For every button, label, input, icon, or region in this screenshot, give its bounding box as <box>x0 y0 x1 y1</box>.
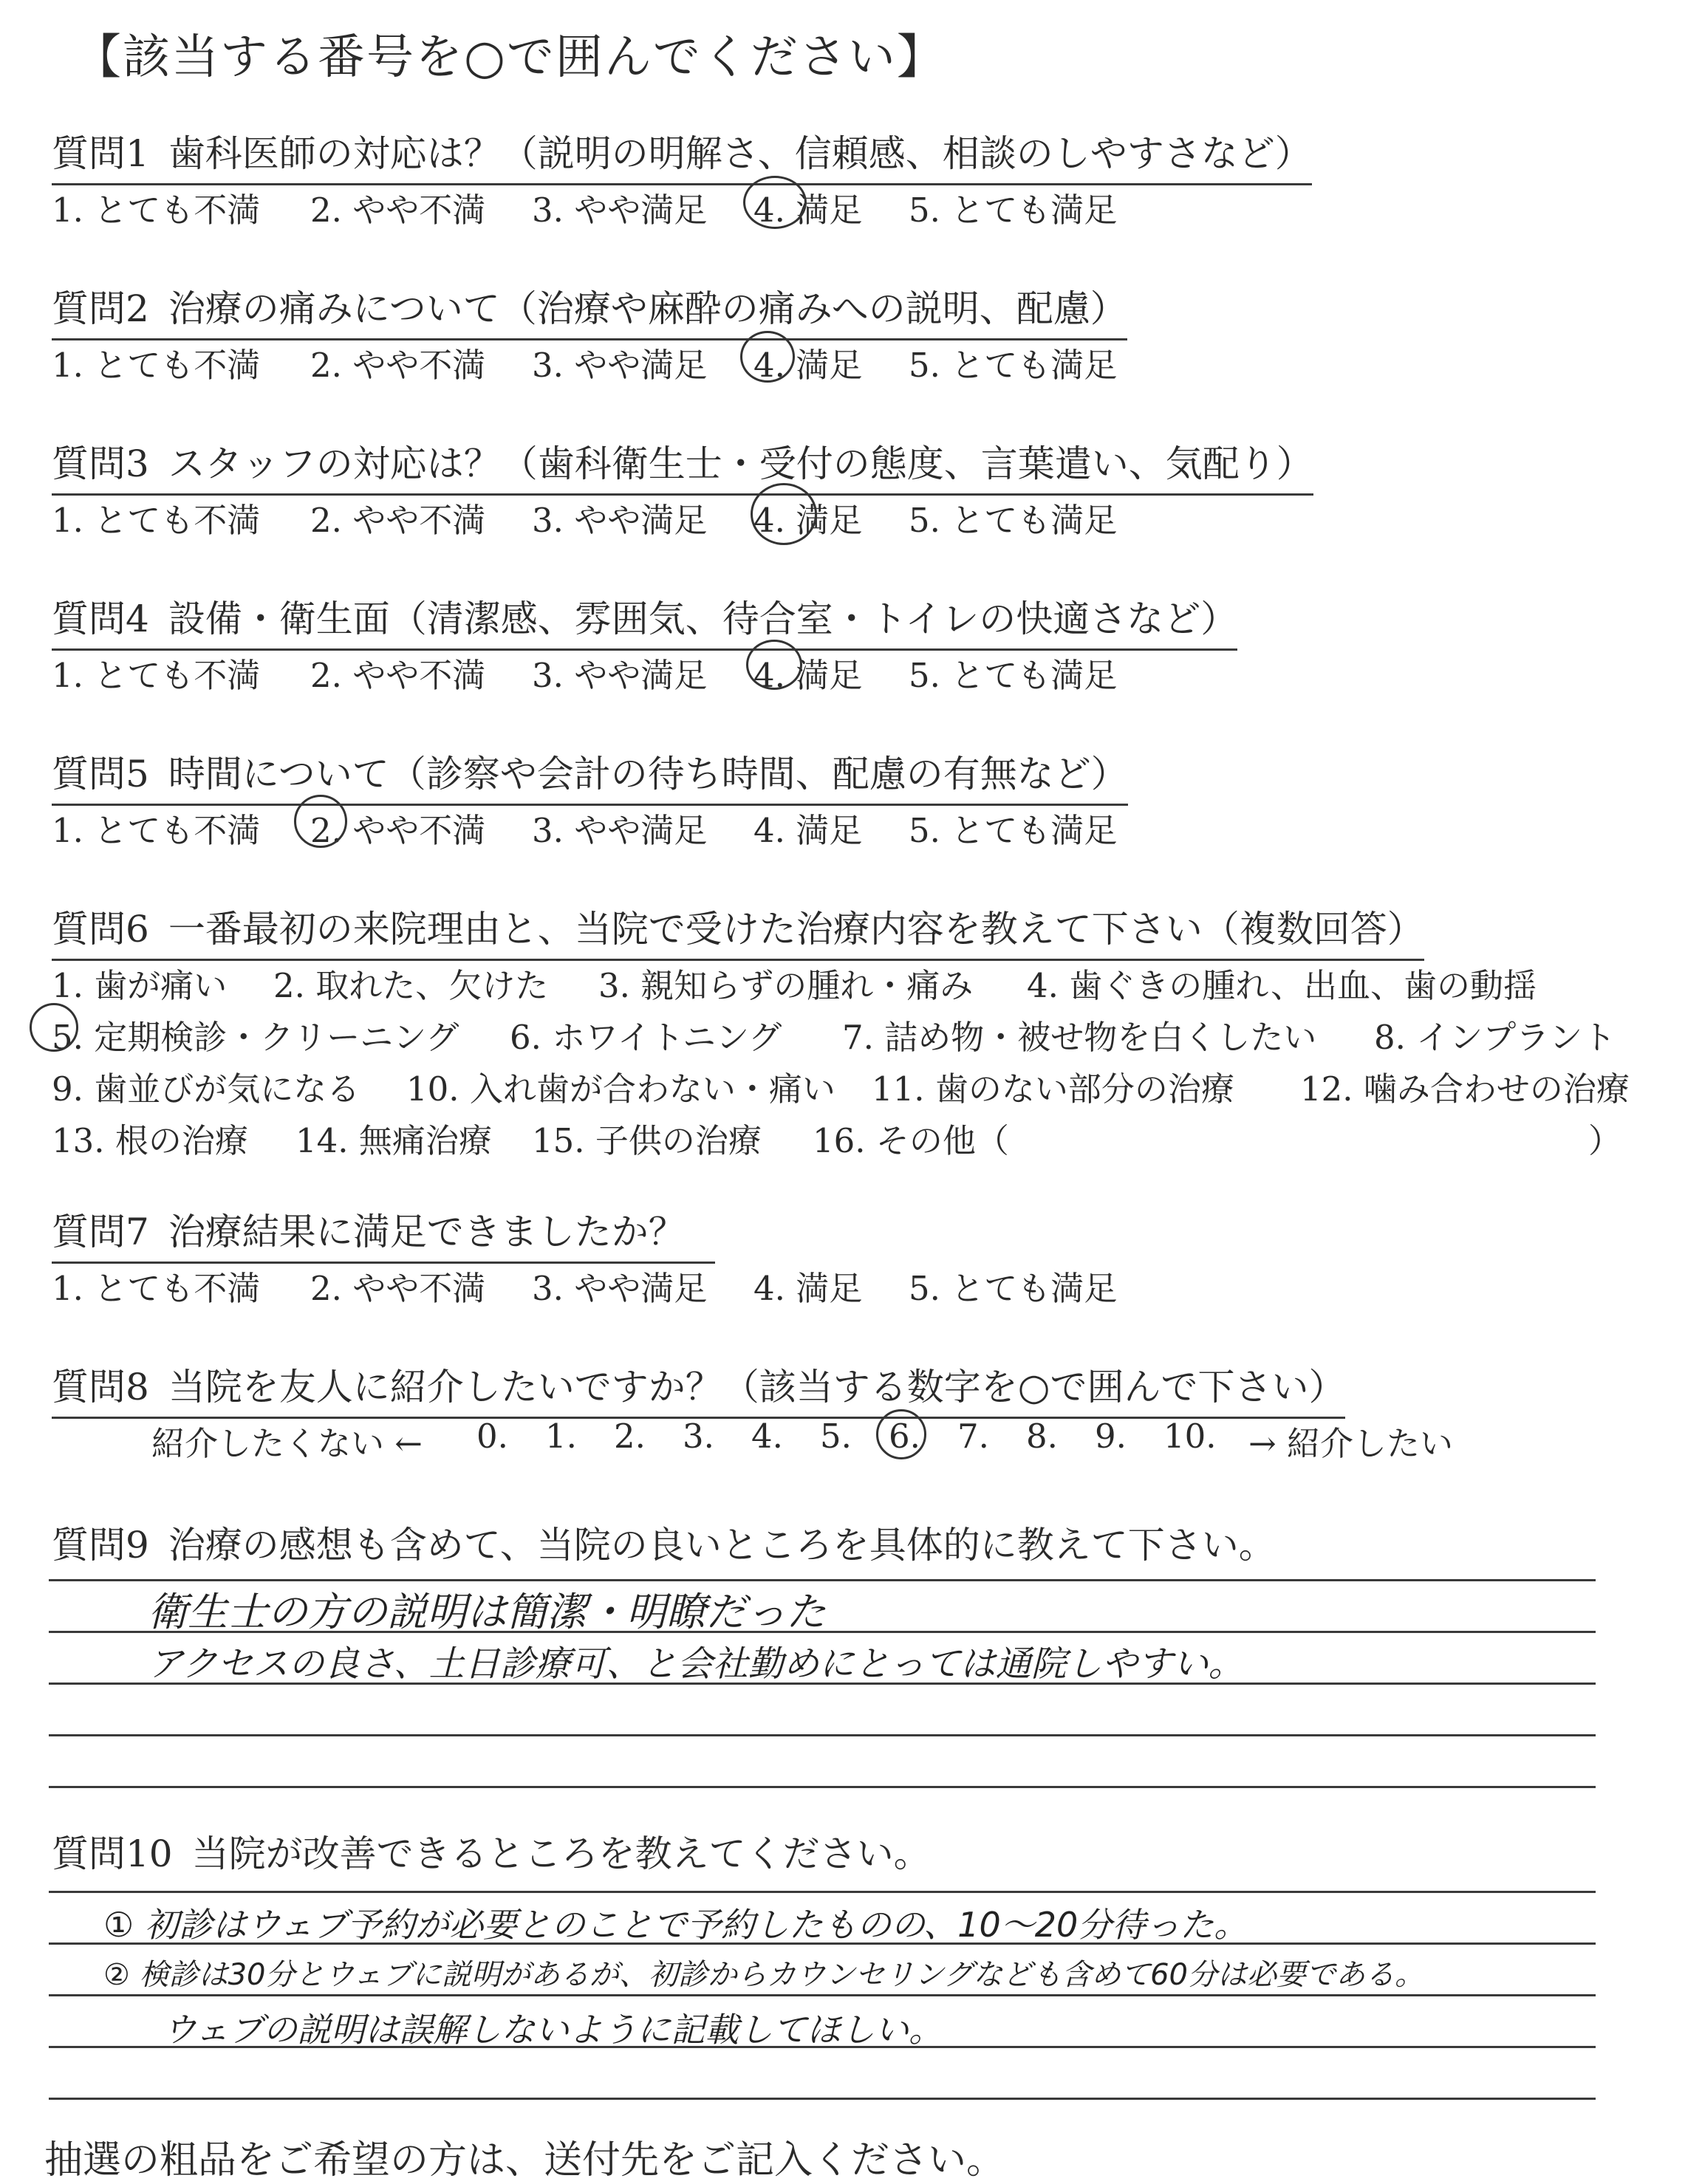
option-11[interactable]: 11. 歯のない部分の治療 <box>872 1069 1234 1109</box>
answer-circle-mark <box>743 176 807 229</box>
question-label: 質問7 <box>52 1211 149 1253</box>
question-text: 当院が改善できるところを教えてください。 <box>191 1832 931 1875</box>
scale-1[interactable]: 1. <box>545 1417 577 1456</box>
question-1 <box>52 124 1312 185</box>
handwritten-answer[interactable]: ウェブの説明は誤解しないように記載してほしい。 <box>163 2010 943 2050</box>
option-5[interactable]: 5. とても満足 <box>909 346 1118 385</box>
answer-line <box>49 1994 1596 1996</box>
question-text: 治療の痛みについて（治療や麻酔の痛みへの説明、配慮） <box>168 287 1127 330</box>
handwritten-answer[interactable]: 衛生士の方の説明は簡潔・明瞭だった <box>148 1589 826 1635</box>
question-text: 時間について（診察や会計の待ち時間、配慮の有無など） <box>168 753 1128 795</box>
answer-line <box>49 1734 1596 1736</box>
option-4[interactable]: 4. 満足 <box>753 656 863 695</box>
option-3[interactable]: 3. やや満足 <box>532 656 708 695</box>
answer-circle-mark <box>30 1003 78 1052</box>
answer-circle-mark <box>746 640 802 690</box>
option-4[interactable]: 4. 満足 <box>753 1269 863 1308</box>
question-text: 設備・衛生面（清潔感、雰囲気、待合室・トイレの快適さなど） <box>168 598 1238 640</box>
recommend-scale-right-label: → 紹介したい <box>1248 1424 1454 1463</box>
question-text: 治療の感想も含めて、当院の良いところを具体的に教えて下さい。 <box>168 1524 1276 1567</box>
option-5[interactable]: 5. とても満足 <box>909 811 1118 850</box>
option-2[interactable]: 2. やや不満 <box>310 346 486 385</box>
question-label: 質問9 <box>52 1524 149 1567</box>
question-text: 一番最初の来院理由と、当院で受けた治療内容を教えて下さい（複数回答） <box>168 908 1424 951</box>
answer-circle-mark <box>294 795 347 848</box>
option-1[interactable]: 1. とても不満 <box>52 811 261 850</box>
scale-4[interactable]: 4. <box>751 1417 783 1456</box>
option-4[interactable]: 4. 歯ぐきの腫れ、出血、歯の動揺 <box>1027 966 1537 1005</box>
option-4[interactable]: 4. 満足 <box>753 346 863 385</box>
option-3[interactable]: 3. やや満足 <box>532 811 708 850</box>
option-13[interactable]: 13. 根の治療 <box>52 1121 248 1160</box>
option-12[interactable]: 12. 噛み合わせの治療 <box>1300 1069 1630 1109</box>
option-4[interactable]: 4. 満足 <box>753 501 863 540</box>
handwritten-answer[interactable]: アクセスの良さ、土日診療可、と会社勤めにとっては通院しやすい。 <box>148 1643 1244 1685</box>
footer-note: 抽選の粗品をご希望の方は、送付先をご記入ください。 <box>44 2138 1005 2183</box>
option-4[interactable]: 4. 満足 <box>753 811 863 850</box>
option-5[interactable]: 5. 定期検診・クリーニング <box>52 1018 459 1057</box>
option-3[interactable]: 3. やや満足 <box>532 1269 708 1308</box>
scale-6[interactable]: 6. <box>889 1417 920 1456</box>
option-2[interactable]: 2. やや不満 <box>310 1269 486 1308</box>
option-3[interactable]: 3. やや満足 <box>532 346 708 385</box>
question-text: 当院を友人に紹介したいですか？（該当する数字を○で囲んで下さい） <box>168 1366 1346 1408</box>
option-3[interactable]: 3. やや満足 <box>532 501 708 540</box>
recommend-scale-left-label: 紹介したくない ← <box>151 1424 423 1463</box>
option-2[interactable]: 2. やや不満 <box>310 811 486 850</box>
answer-circle-mark <box>751 483 817 545</box>
answer-line <box>49 1891 1596 1893</box>
question-label: 質問3 <box>52 442 149 485</box>
question-9 <box>52 1516 1276 1569</box>
question-text: スタッフの対応は？（歯科衛生士・受付の態度、言葉遣い、気配り） <box>168 442 1313 485</box>
option-5[interactable]: 5. とても満足 <box>909 656 1118 695</box>
option-5[interactable]: 5. とても満足 <box>909 1269 1118 1308</box>
handwritten-answer[interactable]: ① 初診はウェブ予約が必要とのことで予約したものの、10〜20分待った。 <box>103 1905 1248 1945</box>
option-14[interactable]: 14. 無痛治療 <box>295 1121 492 1160</box>
option-1[interactable]: 1. とても不満 <box>52 656 261 695</box>
question-4 <box>52 589 1237 651</box>
question-label: 質問8 <box>52 1366 149 1408</box>
option-9[interactable]: 9. 歯並びが気になる <box>52 1069 360 1109</box>
scale-5[interactable]: 5. <box>820 1417 852 1456</box>
option-2[interactable]: 2. やや不満 <box>310 191 486 230</box>
question-label: 質問10 <box>52 1832 173 1875</box>
option-2[interactable]: 2. 取れた、欠けた <box>273 966 549 1005</box>
scale-8[interactable]: 8. <box>1026 1417 1058 1456</box>
question-3 <box>52 434 1313 496</box>
scale-0[interactable]: 0. <box>476 1417 508 1456</box>
answer-circle-mark <box>876 1409 926 1459</box>
option-10[interactable]: 10. 入れ歯が合わない・痛い <box>406 1069 835 1109</box>
option-7[interactable]: 7. 詰め物・被せ物を白くしたい <box>842 1018 1317 1057</box>
question-7 <box>52 1202 715 1264</box>
option-2[interactable]: 2. やや不満 <box>310 501 486 540</box>
option-1[interactable]: 1. とても不満 <box>52 501 261 540</box>
option-1[interactable]: 1. 歯が痛い <box>52 966 228 1005</box>
question-text: 歯科医師の対応は？（説明の明解さ、信頼感、相談のしやすさなど） <box>168 132 1312 175</box>
question-label: 質問5 <box>52 753 149 795</box>
other-paren-close: ） <box>1588 1121 1622 1160</box>
option-1[interactable]: 1. とても不満 <box>52 346 261 385</box>
option-16[interactable]: 16. その他（ <box>813 1121 1009 1160</box>
question-label: 質問4 <box>52 598 149 640</box>
question-6 <box>52 900 1424 961</box>
answer-line <box>49 2098 1596 2100</box>
option-2[interactable]: 2. やや不満 <box>310 656 486 695</box>
option-15[interactable]: 15. 子供の治療 <box>532 1121 762 1160</box>
question-5 <box>52 744 1128 806</box>
scale-3[interactable]: 3. <box>683 1417 714 1456</box>
scale-10[interactable]: 10. <box>1163 1417 1217 1456</box>
handwritten-answer[interactable]: ② 検診は30分とウェブに説明があるが、初診からカウンセリングなども含めて60分は必要である。 <box>103 1958 1424 1992</box>
question-8 <box>52 1358 1345 1419</box>
scale-2[interactable]: 2. <box>614 1417 646 1456</box>
question-label: 質問6 <box>52 908 149 951</box>
answer-line <box>49 1786 1596 1788</box>
option-3[interactable]: 3. やや満足 <box>532 191 708 230</box>
option-1[interactable]: 1. とても不満 <box>52 191 261 230</box>
option-6[interactable]: 6. ホワイトニング <box>510 1018 782 1057</box>
scale-9[interactable]: 9. <box>1095 1417 1127 1456</box>
option-8[interactable]: 8. インプラント <box>1374 1018 1616 1057</box>
option-4[interactable]: 4. 満足 <box>753 191 863 230</box>
option-5[interactable]: 5. とても満足 <box>909 501 1118 540</box>
question-2 <box>52 279 1127 340</box>
question-label: 質問2 <box>52 287 149 330</box>
form-header: 【該当する番号を○で囲んでください】 <box>74 30 946 85</box>
question-label: 質問1 <box>52 132 149 175</box>
question-text: 治療結果に満足できましたか？ <box>168 1211 686 1253</box>
question-10 <box>52 1824 931 1877</box>
option-5[interactable]: 5. とても満足 <box>909 191 1118 230</box>
option-1[interactable]: 1. とても不満 <box>52 1269 261 1308</box>
answer-circle-mark <box>740 331 795 383</box>
option-3[interactable]: 3. 親知らずの腫れ・痛み <box>598 966 974 1005</box>
scale-7[interactable]: 7. <box>957 1417 989 1456</box>
